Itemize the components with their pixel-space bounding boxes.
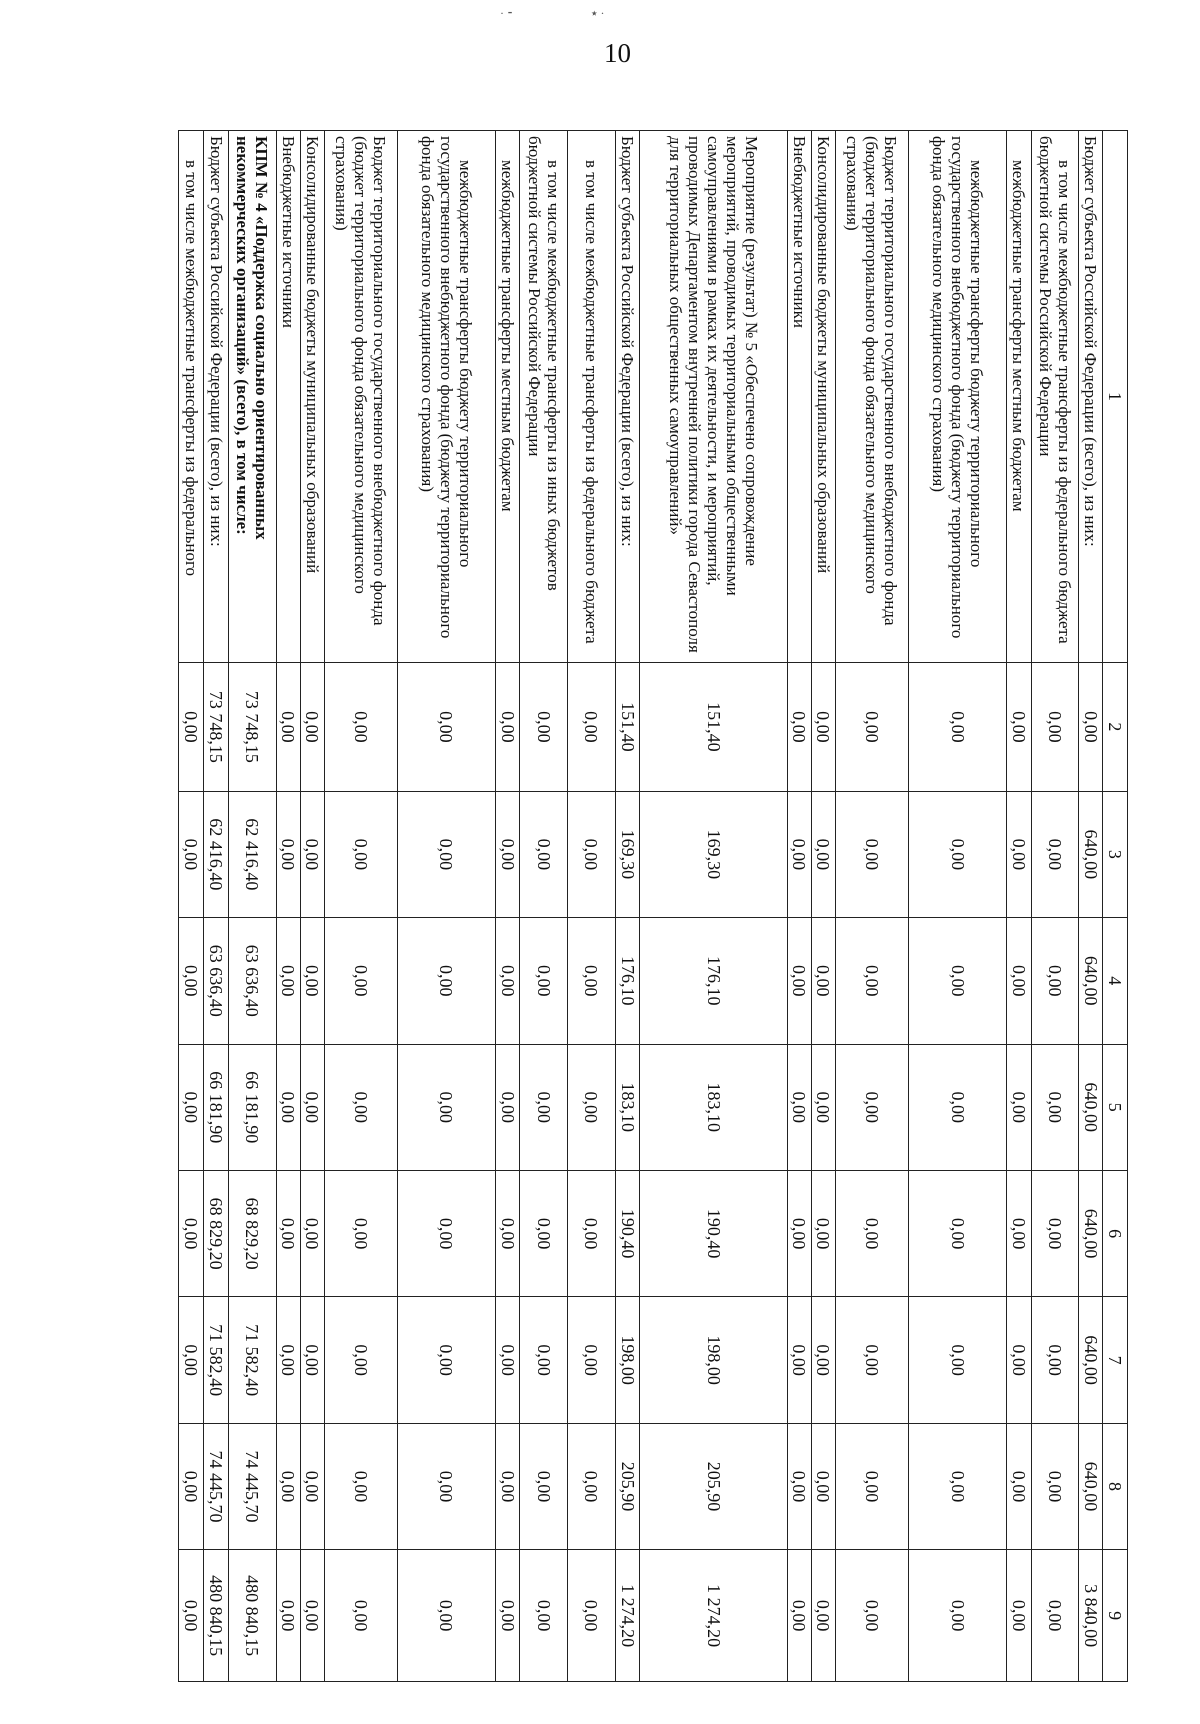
- value-cell: 0,00: [495, 1044, 520, 1170]
- value-cell: 0,00: [787, 1423, 811, 1549]
- value-cell: 640,00: [1079, 1423, 1103, 1549]
- value-cell: 0,00: [520, 1297, 568, 1423]
- value-cell: 480 840,15: [204, 1550, 229, 1682]
- value-cell: 0,00: [276, 791, 300, 917]
- value-cell: 0,00: [811, 1170, 835, 1296]
- value-cell: 190,40: [615, 1170, 640, 1296]
- value-cell: 0,00: [835, 1297, 909, 1423]
- value-cell: 183,10: [615, 1044, 640, 1170]
- value-cell: 0,00: [835, 918, 909, 1044]
- value-cell: 0,00: [1006, 663, 1031, 792]
- value-cell: 1 274,20: [640, 1550, 787, 1682]
- value-cell: 0,00: [300, 663, 324, 792]
- value-cell: 169,30: [640, 791, 787, 917]
- value-cell: 0,00: [324, 1550, 398, 1682]
- value-cell: 0,00: [568, 1550, 616, 1682]
- value-cell: 0,00: [1031, 663, 1079, 792]
- row-label: Внебюджетные источники: [276, 131, 300, 663]
- value-cell: 640,00: [1079, 1297, 1103, 1423]
- value-cell: 0,00: [179, 1550, 204, 1682]
- value-cell: 1 274,20: [615, 1550, 640, 1682]
- header-cell: 6: [1103, 1170, 1128, 1296]
- value-cell: 0,00: [1031, 1044, 1079, 1170]
- value-cell: 62 416,40: [229, 791, 277, 917]
- header-cell: 5: [1103, 1044, 1128, 1170]
- value-cell: 0,00: [568, 918, 616, 1044]
- row-label: межбюджетные трансферты бюджету территориального государственного внебюджетного фонда (бюджету территориального фонда обязательного медицинского страхования): [909, 131, 1006, 663]
- value-cell: 0,00: [1006, 1297, 1031, 1423]
- value-cell: 0,00: [568, 663, 616, 792]
- table-row: [1031, 131, 1079, 1682]
- table-row: [300, 131, 324, 1682]
- value-cell: 480 840,15: [229, 1550, 277, 1682]
- value-cell: 0,00: [300, 1423, 324, 1549]
- value-cell: 0,00: [1006, 1170, 1031, 1296]
- value-cell: 0,00: [398, 791, 495, 917]
- row-label: в том числе межбюджетные трансферты из федерального: [179, 131, 204, 663]
- value-cell: 0,00: [909, 1423, 1006, 1549]
- value-cell: 0,00: [179, 663, 204, 792]
- value-cell: 0,00: [179, 1170, 204, 1296]
- value-cell: 73 748,15: [204, 663, 229, 792]
- table-row: [276, 131, 300, 1682]
- value-cell: 169,30: [615, 791, 640, 917]
- table-row: [179, 131, 204, 1682]
- value-cell: 0,00: [568, 1044, 616, 1170]
- value-cell: 0,00: [300, 1297, 324, 1423]
- value-cell: 0,00: [179, 918, 204, 1044]
- value-cell: 0,00: [398, 918, 495, 1044]
- value-cell: 0,00: [324, 1170, 398, 1296]
- value-cell: 0,00: [398, 1170, 495, 1296]
- header-cell: 4: [1103, 918, 1128, 1044]
- value-cell: 71 582,40: [204, 1297, 229, 1423]
- table-stage: [178, 130, 1128, 1682]
- value-cell: 640,00: [1079, 1170, 1103, 1296]
- header-cell: 3: [1103, 791, 1128, 917]
- value-cell: 0,00: [909, 1044, 1006, 1170]
- row-label: в том числе межбюджетные трансферты из федерального бюджета: [568, 131, 616, 663]
- value-cell: 151,40: [640, 663, 787, 792]
- value-cell: 640,00: [1079, 791, 1103, 917]
- rotated-table-wrapper: [178, 130, 1128, 1682]
- value-cell: 0,00: [324, 1297, 398, 1423]
- value-cell: 0,00: [1031, 791, 1079, 917]
- value-cell: 0,00: [811, 1550, 835, 1682]
- value-cell: 0,00: [300, 1550, 324, 1682]
- value-cell: 0,00: [300, 1044, 324, 1170]
- value-cell: 0,00: [1031, 918, 1079, 1044]
- table-row: [787, 131, 811, 1682]
- value-cell: 0,00: [787, 1044, 811, 1170]
- value-cell: 198,00: [640, 1297, 787, 1423]
- value-cell: 0,00: [568, 1423, 616, 1549]
- value-cell: 0,00: [495, 791, 520, 917]
- value-cell: 73 748,15: [229, 663, 277, 792]
- value-cell: 68 829,20: [204, 1170, 229, 1296]
- value-cell: 0,00: [324, 918, 398, 1044]
- value-cell: 0,00: [1031, 1423, 1079, 1549]
- value-cell: 0,00: [787, 663, 811, 792]
- value-cell: 0,00: [276, 918, 300, 1044]
- value-cell: 0,00: [1031, 1170, 1079, 1296]
- value-cell: 0,00: [835, 1170, 909, 1296]
- value-cell: 0,00: [835, 791, 909, 917]
- value-cell: 0,00: [909, 663, 1006, 792]
- row-label: Бюджет субъекта Российской Федерации (всего), из них:: [204, 131, 229, 663]
- value-cell: 0,00: [811, 1297, 835, 1423]
- row-label: Бюджет территориального государственного внебюджетного фонда (бюджет территориального фонда обязательного медицинского страхования): [324, 131, 398, 663]
- row-label: Бюджет территориального государственного внебюджетного фонда (бюджет территориального фонда обязательного медицинского страхования): [835, 131, 909, 663]
- value-cell: 0,00: [835, 1423, 909, 1549]
- row-label: межбюджетные трансферты местным бюджетам: [1006, 131, 1031, 663]
- value-cell: 3 840,00: [1079, 1550, 1103, 1682]
- value-cell: 0,00: [324, 1423, 398, 1549]
- row-label: Внебюджетные источники: [787, 131, 811, 663]
- value-cell: 0,00: [835, 1550, 909, 1682]
- value-cell: 151,40: [615, 663, 640, 792]
- row-label: межбюджетные трансферты бюджету территориального государственного внебюджетного фонда (бюджету территориального фонда обязательного медицинского страхования): [398, 131, 495, 663]
- row-label: Консолидированные бюджеты муниципальных образований: [300, 131, 324, 663]
- row-label: межбюджетные трансферты местным бюджетам: [495, 131, 520, 663]
- page-number: 10: [604, 38, 631, 68]
- value-cell: 0,00: [300, 791, 324, 917]
- value-cell: 0,00: [1006, 1044, 1031, 1170]
- value-cell: 0,00: [179, 791, 204, 917]
- row-label: Бюджет субъекта Российской Федерации (всего), из них:: [615, 131, 640, 663]
- row-label: в том числе межбюджетные трансферты из федерального бюджета бюджетной системы Российской Федерации: [1031, 131, 1079, 663]
- value-cell: 0,00: [495, 1297, 520, 1423]
- value-cell: 0,00: [276, 1044, 300, 1170]
- value-cell: 71 582,40: [229, 1297, 277, 1423]
- value-cell: 0,00: [276, 1423, 300, 1549]
- value-cell: 0,00: [1079, 663, 1103, 792]
- value-cell: 0,00: [909, 918, 1006, 1044]
- value-cell: 0,00: [520, 1170, 568, 1296]
- value-cell: 0,00: [909, 1297, 1006, 1423]
- value-cell: 68 829,20: [229, 1170, 277, 1296]
- table-row: [568, 131, 616, 1682]
- table-row: [324, 131, 398, 1682]
- value-cell: 0,00: [324, 1044, 398, 1170]
- table-row: [811, 131, 835, 1682]
- value-cell: 66 181,90: [204, 1044, 229, 1170]
- value-cell: 0,00: [276, 1550, 300, 1682]
- value-cell: 0,00: [398, 1550, 495, 1682]
- value-cell: 0,00: [811, 1423, 835, 1549]
- value-cell: 0,00: [520, 1550, 568, 1682]
- value-cell: 0,00: [300, 1170, 324, 1296]
- value-cell: 0,00: [520, 663, 568, 792]
- value-cell: 0,00: [909, 791, 1006, 917]
- value-cell: 0,00: [1006, 918, 1031, 1044]
- value-cell: 0,00: [1006, 1550, 1031, 1682]
- table-row: [1079, 131, 1103, 1682]
- value-cell: 640,00: [1079, 918, 1103, 1044]
- table-row: [1006, 131, 1031, 1682]
- value-cell: 0,00: [568, 1297, 616, 1423]
- value-cell: 0,00: [1006, 1423, 1031, 1549]
- value-cell: 0,00: [520, 1044, 568, 1170]
- value-cell: 0,00: [495, 663, 520, 792]
- value-cell: 0,00: [787, 1297, 811, 1423]
- value-cell: 0,00: [1006, 791, 1031, 917]
- value-cell: 0,00: [276, 1297, 300, 1423]
- value-cell: 190,40: [640, 1170, 787, 1296]
- value-cell: 0,00: [398, 1044, 495, 1170]
- value-cell: 0,00: [811, 918, 835, 1044]
- value-cell: 176,10: [615, 918, 640, 1044]
- value-cell: 0,00: [495, 1423, 520, 1549]
- header-cell: 8: [1103, 1423, 1128, 1549]
- table-row: [204, 131, 229, 1682]
- header-cell: 2: [1103, 663, 1128, 792]
- value-cell: 74 445,70: [204, 1423, 229, 1549]
- row-label: Бюджет субъекта Российской Федерации (всего), из них:: [1079, 131, 1103, 663]
- table-row: [229, 131, 277, 1682]
- value-cell: 0,00: [398, 663, 495, 792]
- row-label: в том числе межбюджетные трансферты из иных бюджетов бюджетной системы Российской Федерации: [520, 131, 568, 663]
- value-cell: 0,00: [276, 1170, 300, 1296]
- value-cell: 0,00: [520, 791, 568, 917]
- value-cell: 74 445,70: [229, 1423, 277, 1549]
- value-cell: 0,00: [179, 1297, 204, 1423]
- row-label: Мероприятие (результат) № 5 «Обеспечено сопровождение мероприятий, проводимых территориальными общественными самоуправлениями в рамках их деятельности, и мероприятий, проводимых Департаментом внутренней политики города Севастополя для территориальных общественных самоуправлений»: [640, 131, 787, 663]
- table-row: [398, 131, 495, 1682]
- value-cell: 0,00: [909, 1550, 1006, 1682]
- value-cell: 0,00: [787, 1170, 811, 1296]
- value-cell: 0,00: [835, 1044, 909, 1170]
- row-label: КПМ № 4 «Поддержка социально ориентированных некоммерческих организаций» (всего), в том числе:: [229, 131, 277, 663]
- table-row: [615, 131, 640, 1682]
- value-cell: 62 416,40: [204, 791, 229, 917]
- value-cell: 176,10: [640, 918, 787, 1044]
- value-cell: 0,00: [1031, 1550, 1079, 1682]
- table-row: [835, 131, 909, 1682]
- value-cell: 0,00: [520, 918, 568, 1044]
- value-cell: 0,00: [495, 1550, 520, 1682]
- scan-specks: · ⁃ ٭ ·: [500, 6, 605, 20]
- value-cell: 0,00: [787, 1550, 811, 1682]
- value-cell: 0,00: [787, 791, 811, 917]
- value-cell: 0,00: [179, 1044, 204, 1170]
- header-cell: 7: [1103, 1297, 1128, 1423]
- value-cell: 198,00: [615, 1297, 640, 1423]
- row-label: Консолидированные бюджеты муниципальных образований: [811, 131, 835, 663]
- value-cell: 66 181,90: [229, 1044, 277, 1170]
- value-cell: 0,00: [179, 1423, 204, 1549]
- value-cell: 63 636,40: [229, 918, 277, 1044]
- value-cell: 0,00: [568, 1170, 616, 1296]
- value-cell: 0,00: [1031, 1297, 1079, 1423]
- value-cell: 183,10: [640, 1044, 787, 1170]
- value-cell: 0,00: [276, 663, 300, 792]
- header-cell: 1: [1103, 131, 1128, 663]
- value-cell: 0,00: [835, 663, 909, 792]
- header-row: [1103, 131, 1128, 1682]
- header-cell: 9: [1103, 1550, 1128, 1682]
- table-row: [640, 131, 787, 1682]
- value-cell: 0,00: [909, 1170, 1006, 1296]
- value-cell: 0,00: [811, 663, 835, 792]
- value-cell: 0,00: [787, 918, 811, 1044]
- value-cell: 0,00: [398, 1297, 495, 1423]
- table-row: [495, 131, 520, 1682]
- value-cell: 0,00: [324, 791, 398, 917]
- table-row: [909, 131, 1006, 1682]
- value-cell: 0,00: [811, 1044, 835, 1170]
- value-cell: 0,00: [495, 1170, 520, 1296]
- value-cell: 0,00: [324, 663, 398, 792]
- value-cell: 205,90: [640, 1423, 787, 1549]
- table-row: [520, 131, 568, 1682]
- value-cell: 205,90: [615, 1423, 640, 1549]
- value-cell: 0,00: [811, 791, 835, 917]
- value-cell: 0,00: [398, 1423, 495, 1549]
- value-cell: 0,00: [520, 1423, 568, 1549]
- value-cell: 0,00: [300, 918, 324, 1044]
- value-cell: 63 636,40: [204, 918, 229, 1044]
- value-cell: 640,00: [1079, 1044, 1103, 1170]
- budget-table: [178, 130, 1128, 1682]
- value-cell: 0,00: [495, 918, 520, 1044]
- value-cell: 0,00: [568, 791, 616, 917]
